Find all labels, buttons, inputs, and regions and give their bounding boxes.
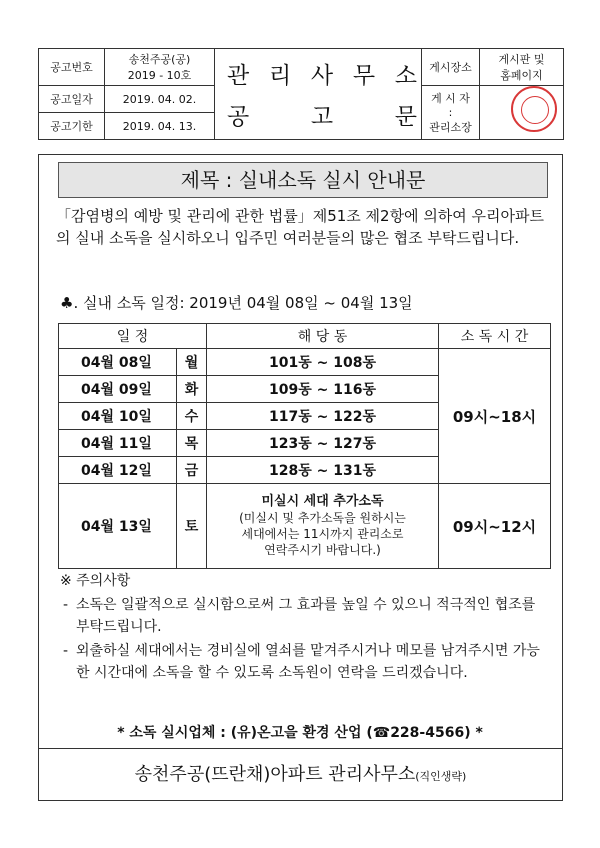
- row-buildings: 117동 ~ 122동: [207, 403, 439, 430]
- table-row: [59, 349, 551, 376]
- row-date: 04월 10일: [59, 403, 177, 430]
- memo-line-3: 연락주시기 바랍니다.): [264, 543, 381, 557]
- post-place-line-1: 게시판 및: [498, 53, 545, 66]
- post-place-label: 게시장소: [422, 49, 480, 86]
- notice-header-table: [38, 48, 564, 140]
- row-buildings: 128동 ~ 131동: [207, 457, 439, 484]
- header-schedule: 일 정: [59, 324, 207, 349]
- notice-date-label: 공고일자: [39, 86, 105, 113]
- time-saturday: 09시~12시: [439, 484, 551, 569]
- header-buildings: 해 당 동: [207, 324, 439, 349]
- row-date: 04월 09일: [59, 376, 177, 403]
- office-title-char: 무: [352, 63, 376, 89]
- extra-disinfection-memo: [207, 484, 439, 569]
- vendor-info: * 소독 실시업체 : (유)온고을 환경 산업 (☎228-4566) *: [117, 725, 483, 741]
- row-day: 토: [177, 484, 207, 569]
- caution-item-text: 외출하실 세대에서는 경비실에 열쇠를 맡겨주시거나 메모를 남겨주시면 가능한 시간대에 소독을 할 수 있도록 소독원이 연락을 드리겠습니다.: [76, 643, 540, 681]
- notice-title-char: 고: [310, 104, 334, 130]
- time-weekday: 09시~18시: [439, 349, 551, 484]
- dash-marker: -: [63, 643, 69, 659]
- office-title-char: 리: [268, 63, 292, 89]
- notice-number-line-1: 송천주공(공): [128, 53, 191, 66]
- table-row: [59, 484, 551, 569]
- notice-number-label: 공고번호: [39, 49, 105, 86]
- header-time: 소 독 시 간: [439, 324, 551, 349]
- notice-number-line-2: 2019 - 10호: [127, 69, 192, 82]
- notice-title: [227, 98, 417, 131]
- row-day: 월: [177, 349, 207, 376]
- caution-item: [60, 640, 550, 684]
- row-date: 04월 08일: [59, 349, 177, 376]
- notice-main-title: [215, 49, 422, 140]
- caution-heading: ※ 주의사항: [60, 573, 131, 589]
- notice-period-value: 2019. 04. 13.: [105, 113, 215, 140]
- row-day: 화: [177, 376, 207, 403]
- intro-paragraph: 「감염병의 예방 및 관리에 관한 법률」제51조 제2항에 의하여 우리아파트의 실내 소독을 실시하오니 입주민 여러분들의 많은 협조 부탁드립니다.: [56, 207, 545, 247]
- notice-subject-title: 제목 : 실내소독 실시 안내문: [58, 162, 548, 198]
- office-title: [227, 57, 417, 90]
- poster-line-3: 관리소장: [429, 121, 472, 134]
- schedule-label: ♣. 실내 소독 일정: 2019년 04월 08일 ~ 04월 13일: [60, 294, 413, 312]
- row-date: 04월 11일: [59, 430, 177, 457]
- caution-item: [60, 594, 550, 638]
- footer-name: 송천주공(뜨란채)아파트 관리사무소: [134, 764, 416, 785]
- post-place-value: [480, 49, 564, 86]
- dash-marker: -: [63, 597, 69, 613]
- row-date: 04월 12일: [59, 457, 177, 484]
- row-day: 수: [177, 403, 207, 430]
- row-day: 금: [177, 457, 207, 484]
- caution-notes: [60, 570, 550, 684]
- poster-label: [422, 86, 480, 140]
- memo-title: 미실시 세대 추가소독: [261, 494, 384, 509]
- notice-title-char: 공: [227, 104, 250, 130]
- office-title-char: 소: [394, 63, 417, 89]
- notice-title-char: 문: [394, 104, 417, 130]
- poster-line-2: :: [448, 106, 453, 119]
- post-place-line-2: 홈페이지: [500, 69, 543, 82]
- footer-office-name: [38, 748, 563, 801]
- memo-line-1: (미실시 및 추가소독을 원하시는: [239, 511, 406, 525]
- notice-number-value: [105, 49, 215, 86]
- caution-item-text: 소독은 일괄적으로 실시함으로써 그 효과를 높일 수 있으니 적극적인 협조를 부탁드립니다.: [76, 597, 536, 635]
- footer-seal-note: (직인생략): [415, 770, 467, 783]
- row-day: 목: [177, 430, 207, 457]
- row-date: 04월 13일: [59, 484, 177, 569]
- notice-date-value: 2019. 04. 02.: [105, 86, 215, 113]
- official-seal-stamp: [511, 86, 557, 132]
- notice-period-label: 공고기한: [39, 113, 105, 140]
- row-buildings: 109동 ~ 116동: [207, 376, 439, 403]
- office-title-char: 사: [310, 63, 334, 89]
- memo-line-2: 세대에서는 11시까지 관리소로: [241, 527, 404, 541]
- office-title-char: 관: [227, 63, 250, 89]
- row-buildings: 123동 ~ 127동: [207, 430, 439, 457]
- row-buildings: 101동 ~ 108동: [207, 349, 439, 376]
- schedule-table: [58, 323, 551, 569]
- poster-line-1: 게 시 자: [431, 92, 470, 105]
